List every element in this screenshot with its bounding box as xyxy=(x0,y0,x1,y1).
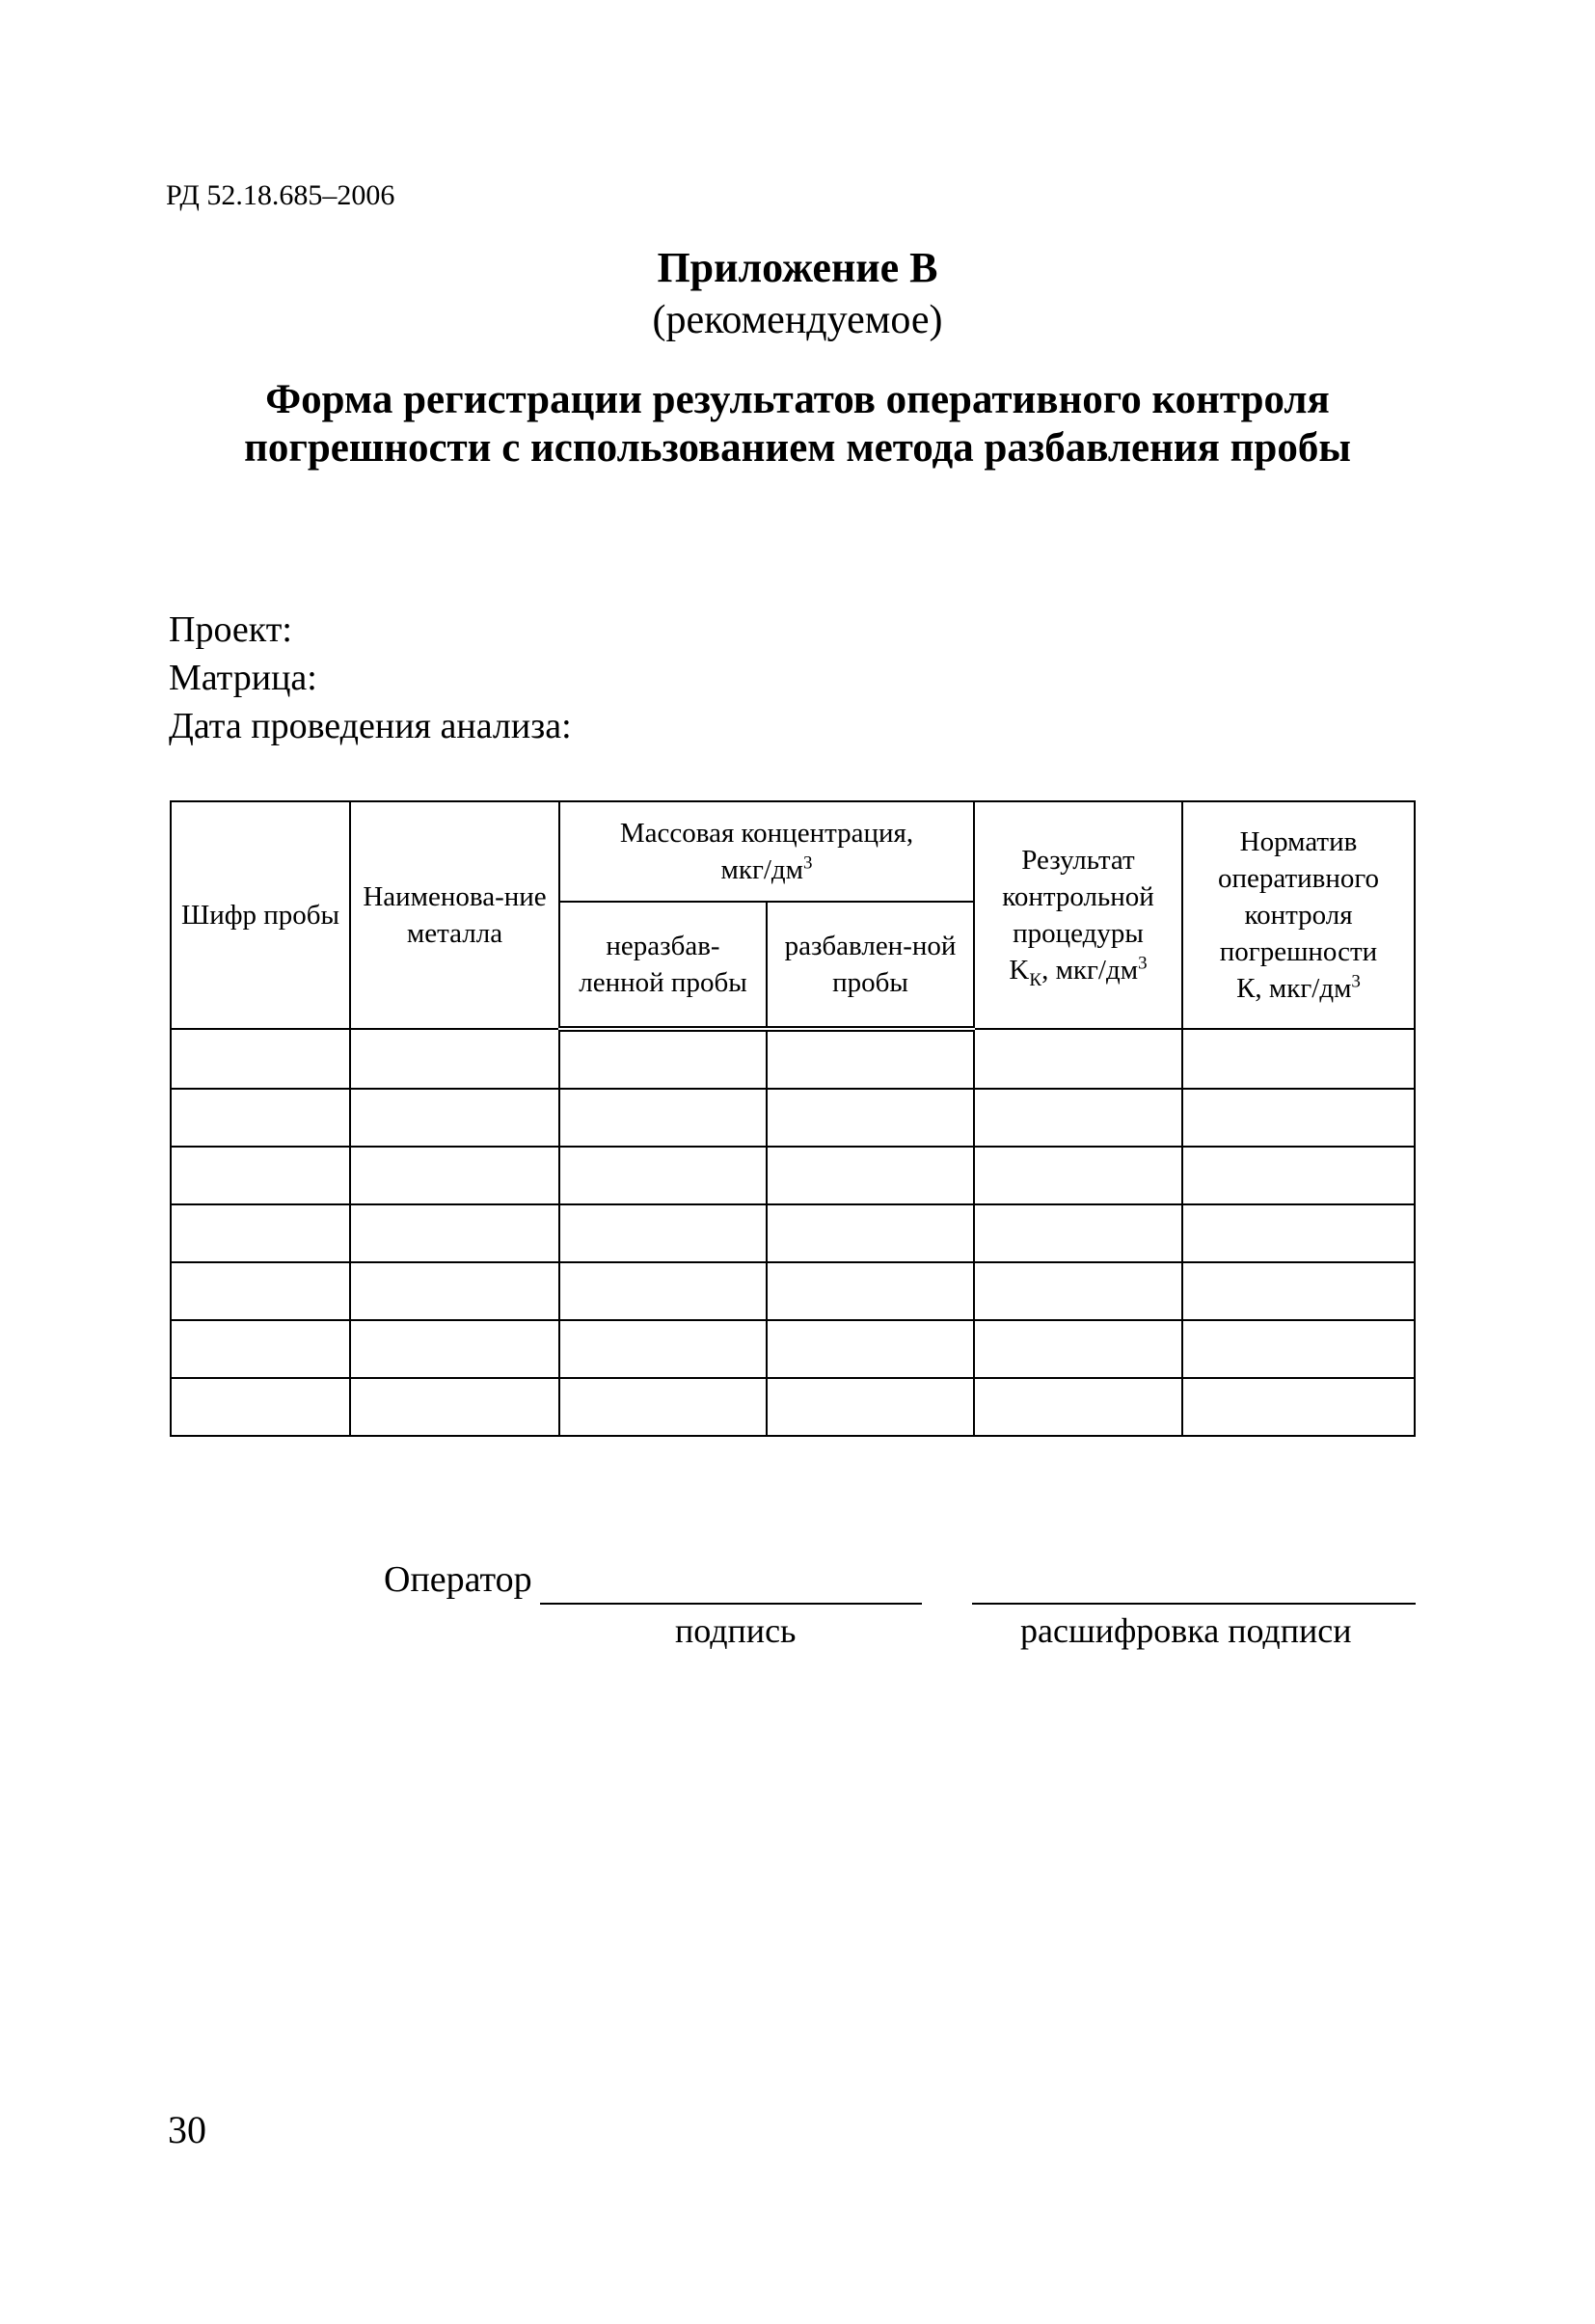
table-cell xyxy=(559,1320,767,1378)
table-cell xyxy=(974,1262,1182,1320)
table-cell xyxy=(171,1089,350,1147)
col-control-norm xyxy=(1182,801,1415,1029)
table-cell xyxy=(1182,1262,1415,1320)
col-sample-code: Шифр пробы xyxy=(171,801,350,1029)
table-row xyxy=(171,1204,1415,1262)
table-cell xyxy=(1182,1029,1415,1089)
document-code: РД 52.18.685–2006 xyxy=(166,179,395,211)
table-cell xyxy=(171,1204,350,1262)
table-cell xyxy=(767,1089,974,1147)
table-row xyxy=(171,1029,1415,1089)
table-cell xyxy=(1182,1378,1415,1436)
table-cell xyxy=(350,1089,559,1147)
col-mass-concentration xyxy=(559,801,974,902)
table-cell xyxy=(171,1378,350,1436)
table-cell xyxy=(559,1029,767,1089)
table-row xyxy=(171,1320,1415,1378)
control-norm-label: Норматив оперативного контроля погрешности xyxy=(1217,826,1380,967)
table-cell xyxy=(767,1204,974,1262)
control-result-symbol: K xyxy=(1009,955,1030,986)
table-cell xyxy=(171,1320,350,1378)
unit-exponent: 3 xyxy=(803,852,813,874)
table-body xyxy=(171,1029,1415,1436)
registration-table xyxy=(170,800,1416,1437)
table-cell xyxy=(350,1262,559,1320)
table-cell xyxy=(1182,1320,1415,1378)
table-cell xyxy=(350,1378,559,1436)
table-cell xyxy=(974,1320,1182,1378)
table-cell xyxy=(350,1204,559,1262)
table-cell xyxy=(974,1378,1182,1436)
table-cell xyxy=(767,1029,974,1089)
table-cell xyxy=(767,1378,974,1436)
table-cell xyxy=(974,1029,1182,1089)
control-norm-unit: К, мкг/дм xyxy=(1236,973,1352,1004)
table-cell xyxy=(974,1089,1182,1147)
project-field-label: Проект: xyxy=(169,609,292,650)
decoding-line xyxy=(972,1603,1416,1605)
col-control-result xyxy=(974,801,1182,1029)
table-cell xyxy=(974,1204,1182,1262)
mass-concentration-label: Массовая концентрация, xyxy=(619,818,914,849)
control-result-unit: , мкг/дм xyxy=(1041,955,1139,986)
table-cell xyxy=(171,1262,350,1320)
table-cell xyxy=(767,1320,974,1378)
mass-concentration-unit: мкг/дм xyxy=(720,854,803,885)
table-cell xyxy=(350,1147,559,1204)
col-metal-name: Наименова-ние металла xyxy=(350,801,559,1029)
form-fields xyxy=(169,606,572,750)
unit-exponent: 3 xyxy=(1351,971,1361,992)
signature-caption: подпись xyxy=(675,1611,797,1650)
appendix-title: Приложение В xyxy=(657,244,938,291)
col-undiluted-sample: неразбав-ленной пробы xyxy=(559,902,767,1029)
decoding-caption: расшифровка подписи xyxy=(1020,1611,1352,1650)
analysis-date-field-label: Дата проведения анализа: xyxy=(169,706,572,746)
page-number: 30 xyxy=(168,2108,206,2151)
table-row xyxy=(171,1262,1415,1320)
table-row xyxy=(171,1147,1415,1204)
col-diluted-sample: разбавлен-ной пробы xyxy=(767,902,974,1029)
table-cell xyxy=(767,1147,974,1204)
table-cell xyxy=(171,1029,350,1089)
appendix-note: (рекомендуемое) xyxy=(652,298,943,342)
table-row xyxy=(171,1378,1415,1436)
table-cell xyxy=(559,1378,767,1436)
table-row xyxy=(171,1089,1415,1147)
table-cell xyxy=(1182,1147,1415,1204)
table-cell xyxy=(171,1147,350,1204)
operator-label: Оператор xyxy=(384,1559,532,1600)
table-cell xyxy=(350,1320,559,1378)
table-cell xyxy=(559,1089,767,1147)
table-cell xyxy=(559,1147,767,1204)
form-title: Форма регистрации результатов оперативного контроля погрешности с использованием метода разбавления пробы xyxy=(244,377,1351,471)
unit-exponent: 3 xyxy=(1138,953,1148,974)
table-cell xyxy=(767,1262,974,1320)
table-cell xyxy=(559,1262,767,1320)
table-cell xyxy=(974,1147,1182,1204)
table-cell xyxy=(1182,1089,1415,1147)
table-cell xyxy=(559,1204,767,1262)
control-result-label: Результат контрольной процедуры xyxy=(1002,845,1154,949)
matrix-field-label: Матрица: xyxy=(169,658,317,698)
signature-line xyxy=(540,1603,922,1605)
table-cell xyxy=(350,1029,559,1089)
table-cell xyxy=(1182,1204,1415,1262)
control-result-subscript: К xyxy=(1029,969,1042,990)
